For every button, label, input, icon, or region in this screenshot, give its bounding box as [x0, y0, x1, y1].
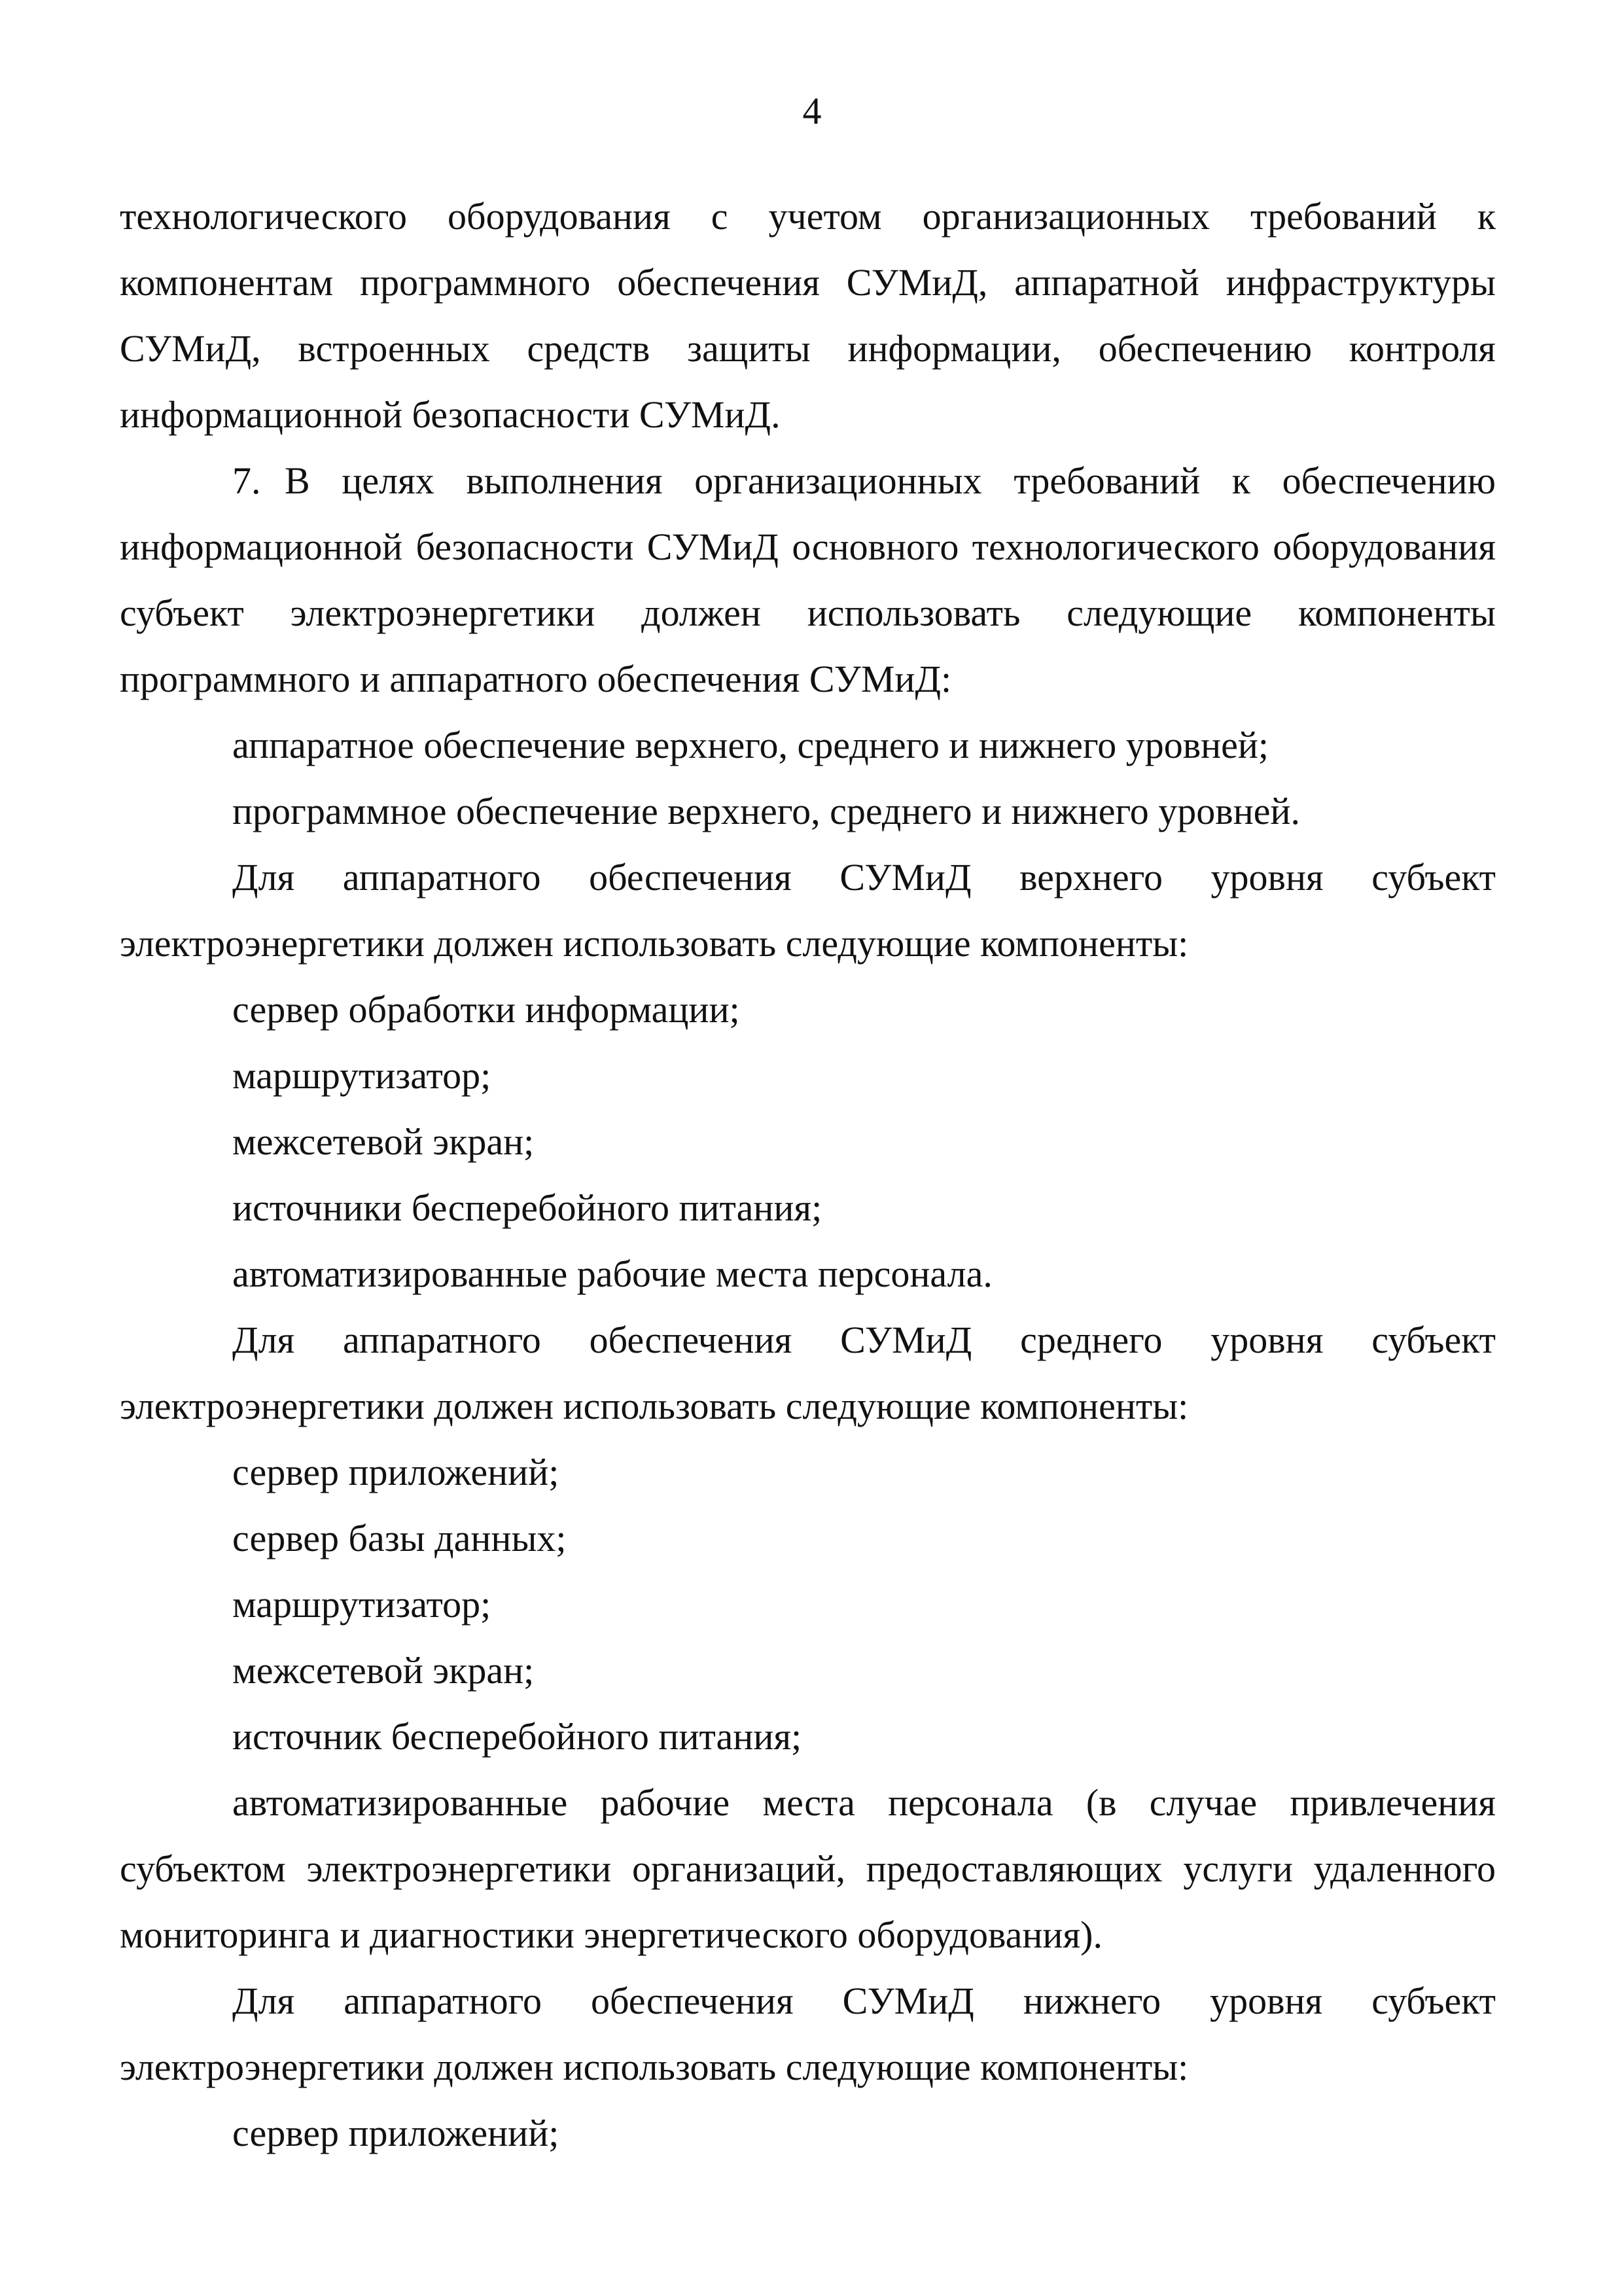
paragraph-upper-level-intro: Для аппаратного обеспечения СУМиД верхнего уровня субъект электроэнергетики должен использовать следующие компоненты:	[120, 856, 1496, 965]
list-item-upper: сервер обработки информации;	[232, 988, 740, 1031]
list-item-middle: источник бесперебойного питания;	[232, 1715, 802, 1758]
paragraph-middle-level-intro: Для аппаратного обеспечения СУМиД среднего уровня субъект электроэнергетики должен использовать следующие компоненты:	[120, 1319, 1496, 1427]
paragraph-7	[120, 448, 1496, 712]
paragraph-7-text: В целях выполнения организационных требований к обеспечению информационной безопасности СУМиД основного технологического оборудования субъект электроэнергетики должен использовать следующие компоненты программного и аппаратного обеспечения СУМиД:	[120, 459, 1496, 700]
list-item-lower: сервер приложений;	[232, 2112, 559, 2154]
paragraph-lower-level-intro: Для аппаратного обеспечения СУМиД нижнего уровня субъект электроэнергетики должен использовать следующие компоненты:	[120, 1980, 1496, 2088]
list-item-upper: источники бесперебойного питания;	[232, 1186, 822, 1229]
list-item-middle: сервер базы данных;	[232, 1517, 567, 1559]
list-item-middle: сервер приложений;	[232, 1451, 559, 1493]
document-body	[120, 183, 1496, 2166]
list-item-middle: маршрутизатор;	[232, 1583, 491, 1626]
page-number: 4	[802, 90, 822, 132]
list-item-components-software: программное обеспечение верхнего, среднего и нижнего уровней.	[232, 790, 1301, 832]
paragraph-continuation: технологического оборудования с учетом организационных требований к компонентам программного обеспечения СУМиД, аппаратной инфраструктуры СУМиД, встроенных средств защиты информации, обеспечению контроля информационной безопасности СУМиД.	[120, 195, 1496, 436]
list-item-middle-workstations: автоматизированные рабочие места персонала (в случае привлечения субъектом электроэнергетики организаций, предоставляющих услуги удаленного мониторинга и диагностики энергетического оборудования).	[120, 1781, 1496, 1956]
list-item-components-hardware: аппаратное обеспечение верхнего, среднего и нижнего уровней;	[232, 724, 1269, 766]
list-item-upper: межсетевой экран;	[232, 1120, 535, 1163]
list-item-middle: межсетевой экран;	[232, 1649, 535, 1692]
list-item-upper: маршрутизатор;	[232, 1054, 491, 1097]
list-item-upper: автоматизированные рабочие места персонала.	[232, 1253, 993, 1295]
paragraph-7-number: 7.	[232, 459, 261, 502]
